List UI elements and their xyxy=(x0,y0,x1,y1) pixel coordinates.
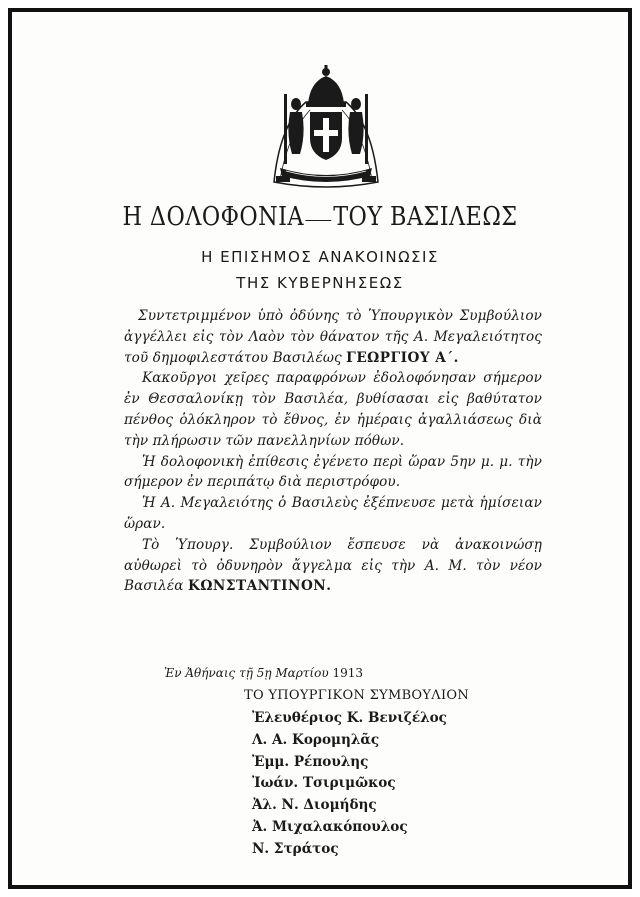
title-left: Η ΔΟΛΟΦΟΝΙΑ xyxy=(122,202,304,232)
subtitle-government: ΤΗΣ ΚΥΒΕΡΝΗΣΕΩΣ xyxy=(236,274,404,292)
paragraph-3: Ἡ δολοφονικὴ ἐπίθεσις ἐγένετο περὶ ὥραν 5ην μ. μ. τὴν σήμερον ἐν περιπάτῳ διὰ περιστρόφου. xyxy=(124,453,542,491)
page-title xyxy=(55,202,585,232)
signer: Ἰωάν. Τσιριμῶκος xyxy=(252,775,396,792)
title-underline-gap xyxy=(306,220,332,221)
greek-royal-coat-of-arms-icon xyxy=(266,64,386,196)
date-year: 1913 xyxy=(332,666,364,680)
paragraph-5-text: Τὸ Ὑπουργ. Συμβούλιον ἔσπευσε νὰ ἀνακοινώσῃ αὐθωρεὶ τὸ ὀδυνηρὸν ἄγγελμα εἰς τὴν Α. Μ. τὸν νέον Βασιλέα xyxy=(124,536,542,595)
paragraph-2: Κακοῦργοι χεῖρες παραφρόνων ἐδολοφόνησαν σήμερον ἐν Θεσσαλονίκῃ τὸν Βασιλέα, βυθίσασαι εἰς βαθύτατον πένθος ὁλόκληρον τὸ ἔθνος, ἐν ἡμέραις ἀγαλλιάσεως διὰ τὴν πλήρωσιν τῶν πανελληνίων πόθων. xyxy=(124,370,542,449)
document-frame xyxy=(8,8,632,889)
paragraph-1-text: Συντετριμμένον ὑπὸ ὀδύνης τὸ Ὑπουργικὸν Συμβούλιον ἀγγέλλει εἰς τὸν Λαὸν τὸν θάνατον τῆς Α. Μεγαλειότητος τοῦ δημοφιλεστάτου Βασιλέως xyxy=(124,308,542,366)
council-heading: ΤΟ ΥΠΟΥΡΓΙΚΟΝ ΣΥΜΒΟΥΛΙΟΝ xyxy=(244,688,470,703)
proclamation-body xyxy=(124,306,542,597)
king-name-constantine: ΚΩΝΣΤΑΝΤΙΝΟΝ. xyxy=(188,578,332,595)
paragraph-1 xyxy=(124,306,542,368)
signers-list xyxy=(252,708,447,861)
signer: Λ. Α. Κορομηλᾶς xyxy=(252,731,380,748)
signer: Ἐλευθέριος Κ. Βενιζέλος xyxy=(252,710,447,726)
signer: Ἐμμ. Ρέπουλης xyxy=(252,753,369,770)
proclamation-page xyxy=(12,12,628,885)
title-right: ΤΟΥ ΒΑΣΙΛΕΩΣ xyxy=(333,202,518,232)
signer: Ἀ. Μιχαλακόπουλος xyxy=(252,818,408,835)
king-name-george: ΓΕΩΡΓΙΟΥ Α΄. xyxy=(346,349,459,366)
paragraph-4: Ἡ Α. Μεγαλειότης ὁ Βασιλεὺς ἐξέπνευσε μετὰ ἡμίσειαν ὥραν. xyxy=(124,495,542,532)
signer: Ν. Στράτος xyxy=(252,840,339,857)
date-text: Ἐν Ἀθήναις τῇ 5ῃ Μαρτίου xyxy=(164,666,329,680)
date-line xyxy=(164,666,363,680)
signer: Ἀλ. Ν. Διομήδης xyxy=(252,797,377,814)
paragraph-5 xyxy=(124,535,542,597)
subtitle-announcement: Η ΕΠΙΣΗΜΟΣ ΑΝΑΚΟΙΝΩΣΙΣ xyxy=(201,248,439,266)
